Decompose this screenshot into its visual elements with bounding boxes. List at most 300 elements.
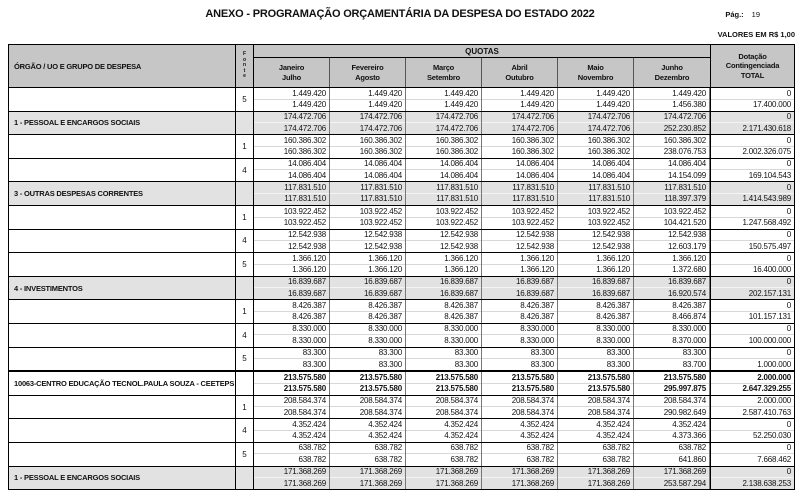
quota-value-top: 208.584.374 <box>634 396 709 407</box>
month-top: Maio <box>587 63 604 72</box>
month-bottom: Agosto <box>355 72 380 82</box>
month-value-cell <box>406 467 482 490</box>
month-value-cell <box>330 230 406 253</box>
quota-value-top: 83.300 <box>634 348 709 359</box>
quota-value-bottom: 12.542.938 <box>439 241 478 251</box>
month-value-cell <box>558 159 634 182</box>
quota-value-bottom: 638.782 <box>602 454 630 464</box>
quota-value-top: 14.086.404 <box>558 159 633 170</box>
quota-value-bottom: 83.300 <box>454 359 478 369</box>
quota-value-bottom: 290.982.649 <box>663 407 706 417</box>
quota-value-top: 638.782 <box>558 443 633 454</box>
quota-value-top: 213.575.580 <box>330 373 405 384</box>
month-top: Janeiro <box>278 63 305 72</box>
month-header <box>406 58 482 87</box>
table-row <box>9 252 794 276</box>
month-value-cell <box>482 206 558 229</box>
quota-value-bottom: 12.542.938 <box>515 241 554 251</box>
quota-value-top: 117.831.510 <box>634 183 709 194</box>
month-header <box>330 58 406 87</box>
fonte-cell: 4 <box>236 230 254 253</box>
quota-value-top: 83.300 <box>558 348 633 359</box>
dotacao-value: 0 <box>711 467 794 478</box>
month-value-cell <box>634 277 710 300</box>
quota-value-bottom: 160.386.302 <box>359 147 402 157</box>
row-label <box>9 348 236 371</box>
month-value-cell <box>406 372 482 395</box>
quota-value-bottom: 104.421.520 <box>663 218 706 228</box>
quota-value-top: 8.426.387 <box>254 301 329 312</box>
quota-value-bottom: 8.330.000 <box>292 336 326 345</box>
quota-value-bottom: 638.782 <box>526 454 554 464</box>
total-cell <box>710 206 794 229</box>
quota-value-bottom: 4.352.424 <box>520 431 554 441</box>
table-row <box>9 347 794 371</box>
row-label <box>9 206 236 229</box>
month-value-cell <box>482 112 558 135</box>
total-value: 100.000.000 <box>748 336 791 345</box>
month-top: Abril <box>511 63 528 72</box>
quota-value-bottom: 171.368.269 <box>587 478 630 488</box>
quota-value-bottom: 253.587.294 <box>663 478 706 488</box>
total-value: 169.104.543 <box>748 170 791 180</box>
quota-value-bottom: 238.076.753 <box>663 147 706 157</box>
quota-value-bottom: 208.584.374 <box>435 407 478 417</box>
total-value: 7.668.462 <box>757 454 791 464</box>
quota-value-top: 638.782 <box>254 443 329 454</box>
month-value-cell <box>558 253 634 276</box>
quota-value-top: 174.472.706 <box>482 112 557 123</box>
quota-value-top: 8.426.387 <box>482 301 557 312</box>
fonte-cell: 5 <box>236 348 254 371</box>
quota-value-top: 14.086.404 <box>406 159 481 170</box>
total-value: 202.157.131 <box>748 288 791 298</box>
total-cell <box>710 182 794 205</box>
dotacao-value: 0 <box>711 324 794 335</box>
quota-value-bottom: 174.472.706 <box>587 123 630 133</box>
row-label <box>9 443 236 466</box>
month-value-cell <box>634 443 710 466</box>
table-row <box>9 323 794 347</box>
dotacao-header-line2: Contingenciada <box>725 61 780 71</box>
quota-value-top: 1.449.420 <box>254 89 329 100</box>
month-value-cell <box>482 348 558 371</box>
quota-value-top: 12.542.938 <box>406 230 481 241</box>
quota-value-bottom: 4.352.424 <box>596 431 630 441</box>
quota-value-bottom: 103.922.452 <box>587 218 630 228</box>
month-value-cell <box>330 135 406 158</box>
dotacao-value: 0 <box>711 230 794 241</box>
quota-value-bottom: 83.300 <box>302 359 326 369</box>
quota-value-top: 83.300 <box>254 348 329 359</box>
month-value-cell <box>254 253 330 276</box>
quota-value-bottom: 8.330.000 <box>520 336 554 345</box>
quota-value-top: 174.472.706 <box>558 112 633 123</box>
month-value-cell <box>330 324 406 347</box>
month-value-cell <box>634 396 710 419</box>
month-value-cell <box>558 112 634 135</box>
quota-value-bottom: 252.230.852 <box>663 123 706 133</box>
month-value-cell <box>330 253 406 276</box>
total-value: 150.575.497 <box>748 241 791 251</box>
quota-value-top: 638.782 <box>406 443 481 454</box>
month-value-cell <box>558 467 634 490</box>
total-cell <box>710 230 794 253</box>
quota-value-bottom: 8.426.387 <box>292 312 326 322</box>
quota-value-bottom: 1.449.420 <box>520 100 554 110</box>
table-row <box>9 229 794 253</box>
quota-value-bottom: 14.086.404 <box>439 170 478 180</box>
quota-value-bottom: 4.352.424 <box>444 431 478 441</box>
quota-value-top: 8.426.387 <box>634 301 709 312</box>
month-value-cell <box>254 135 330 158</box>
dotacao-value: 0 <box>711 443 794 454</box>
month-value-cell <box>558 277 634 300</box>
total-value: 17.400.000 <box>752 100 791 110</box>
month-value-cell <box>254 467 330 490</box>
quota-value-bottom: 14.086.404 <box>287 170 326 180</box>
month-value-cell <box>406 396 482 419</box>
month-value-cell <box>406 230 482 253</box>
quota-value-bottom: 117.831.510 <box>436 194 478 204</box>
month-value-cell <box>558 300 634 323</box>
month-value-cell <box>254 206 330 229</box>
month-value-cell <box>634 300 710 323</box>
quota-value-top: 174.472.706 <box>634 112 709 123</box>
quota-value-bottom: 641.860 <box>678 454 706 464</box>
month-value-cell <box>634 230 710 253</box>
month-value-cell <box>634 159 710 182</box>
quota-value-top: 8.330.000 <box>406 324 481 335</box>
month-value-cell <box>406 135 482 158</box>
quota-value-bottom: 1.372.680 <box>672 265 706 275</box>
quota-value-top: 160.386.302 <box>406 136 481 147</box>
row-label <box>9 396 236 419</box>
total-cell <box>710 443 794 466</box>
quota-value-top: 213.575.580 <box>558 373 633 384</box>
quota-value-top: 171.368.269 <box>254 467 329 478</box>
quota-value-bottom: 12.542.938 <box>363 241 402 251</box>
row-label <box>9 135 236 158</box>
quota-value-bottom: 174.472.706 <box>283 123 326 133</box>
month-value-cell <box>330 277 406 300</box>
month-value-cell <box>330 419 406 442</box>
month-value-cell <box>254 88 330 111</box>
quota-value-top: 213.575.580 <box>634 373 709 384</box>
month-value-cell <box>254 300 330 323</box>
quota-value-bottom: 12.603.179 <box>667 241 706 251</box>
quota-value-top: 1.449.420 <box>482 89 557 100</box>
month-value-cell <box>634 467 710 490</box>
month-value-cell <box>482 230 558 253</box>
month-value-cell <box>482 396 558 419</box>
dotacao-value: 0 <box>711 136 794 147</box>
month-value-cell <box>330 112 406 135</box>
quota-value-top: 1.449.420 <box>406 89 481 100</box>
month-value-cell <box>254 443 330 466</box>
month-value-cell <box>558 88 634 111</box>
quota-value-top: 160.386.302 <box>634 136 709 147</box>
quota-value-top: 1.366.120 <box>482 254 557 265</box>
month-value-cell <box>330 88 406 111</box>
quota-value-bottom: 171.368.269 <box>511 478 554 488</box>
quota-value-top: 117.831.510 <box>254 183 329 194</box>
month-top: Junho <box>661 63 683 72</box>
quota-value-bottom: 8.426.387 <box>520 312 554 322</box>
total-cell <box>710 467 794 490</box>
quota-value-bottom: 171.368.269 <box>359 478 402 488</box>
month-header <box>254 58 330 87</box>
quota-value-top: 117.831.510 <box>558 183 633 194</box>
row-label <box>9 324 236 347</box>
quota-value-bottom: 295.997.875 <box>663 384 706 394</box>
month-value-cell <box>406 300 482 323</box>
month-value-cell <box>254 348 330 371</box>
month-value-cell <box>406 159 482 182</box>
quota-value-top: 14.086.404 <box>482 159 557 170</box>
month-value-cell <box>482 467 558 490</box>
month-value-cell <box>558 206 634 229</box>
quota-value-bottom: 638.782 <box>374 454 402 464</box>
quota-value-top: 4.352.424 <box>558 420 633 431</box>
dotacao-value: 0 <box>711 159 794 170</box>
total-cell <box>710 396 794 419</box>
dotacao-value: 0 <box>711 207 794 218</box>
month-value-cell <box>330 182 406 205</box>
row-label: 4 - INVESTIMENTOS <box>9 277 236 300</box>
month-value-cell <box>406 88 482 111</box>
quota-value-top: 1.366.120 <box>558 254 633 265</box>
month-value-cell <box>558 396 634 419</box>
page-header <box>0 0 800 44</box>
month-bottom: Novembro <box>577 72 614 82</box>
month-value-cell <box>634 206 710 229</box>
dotacao-value: 0 <box>711 301 794 312</box>
quota-value-bottom: 208.584.374 <box>283 407 326 417</box>
quota-value-bottom: 208.584.374 <box>359 407 402 417</box>
quota-value-top: 117.831.510 <box>482 183 557 194</box>
total-value: 16.400.000 <box>752 265 791 275</box>
row-label: 3 - OUTRAS DESPESAS CORRENTES <box>9 182 236 205</box>
fonte-cell: 5 <box>236 443 254 466</box>
table-row <box>9 276 794 300</box>
total-cell <box>710 419 794 442</box>
quota-value-top: 103.922.452 <box>634 207 709 218</box>
month-value-cell <box>406 206 482 229</box>
quota-value-top: 14.086.404 <box>634 159 709 170</box>
month-value-cell <box>254 372 330 395</box>
fonte-cell: 4 <box>236 419 254 442</box>
quota-value-top: 12.542.938 <box>482 230 557 241</box>
quota-value-bottom: 16.839.687 <box>287 288 326 298</box>
quota-value-top: 1.449.420 <box>330 89 405 100</box>
month-value-cell <box>634 324 710 347</box>
quota-value-bottom: 12.542.938 <box>287 241 326 251</box>
total-cell <box>710 112 794 135</box>
quota-value-top: 117.831.510 <box>330 183 405 194</box>
quota-value-top: 16.839.687 <box>406 277 481 288</box>
quota-value-top: 174.472.706 <box>406 112 481 123</box>
quota-value-bottom: 638.782 <box>298 454 326 464</box>
month-value-cell <box>330 467 406 490</box>
fonte-cell: 1 <box>236 135 254 158</box>
dotacao-value: 2.000.000 <box>711 396 794 407</box>
quota-value-top: 8.426.387 <box>558 301 633 312</box>
quota-value-bottom: 83.300 <box>378 359 402 369</box>
quota-value-bottom: 160.386.302 <box>283 147 326 157</box>
table-header <box>9 45 794 88</box>
dotacao-value: 0 <box>711 183 794 194</box>
quota-value-top: 208.584.374 <box>254 396 329 407</box>
quota-value-bottom: 14.086.404 <box>363 170 402 180</box>
quota-value-bottom: 171.368.269 <box>435 478 478 488</box>
quota-value-bottom: 8.330.000 <box>444 336 478 345</box>
quota-value-bottom: 117.831.510 <box>360 194 402 204</box>
quota-value-top: 4.352.424 <box>482 420 557 431</box>
row-label <box>9 253 236 276</box>
month-value-cell <box>330 300 406 323</box>
month-top: Março <box>432 63 455 72</box>
total-value: 2.647.329.255 <box>742 384 791 394</box>
table-row <box>9 111 794 135</box>
quota-value-bottom: 16.839.687 <box>439 288 478 298</box>
month-value-cell <box>330 206 406 229</box>
currency-note: VALORES EM R$ 1,00 <box>717 30 795 39</box>
quota-value-bottom: 213.575.580 <box>587 384 630 394</box>
quota-value-bottom: 160.386.302 <box>587 147 630 157</box>
total-cell <box>710 348 794 371</box>
quota-value-top: 638.782 <box>634 443 709 454</box>
month-value-cell <box>482 443 558 466</box>
dotacao-value: 0 <box>711 420 794 431</box>
quota-value-bottom: 1.449.420 <box>596 100 630 110</box>
quota-value-top: 208.584.374 <box>482 396 557 407</box>
quota-value-bottom: 103.922.452 <box>435 218 478 228</box>
fonte-cell <box>236 112 254 135</box>
fonte-cell <box>236 182 254 205</box>
month-value-cell <box>634 88 710 111</box>
month-value-cell <box>254 159 330 182</box>
month-value-cell <box>634 253 710 276</box>
quota-value-top: 8.330.000 <box>482 324 557 335</box>
month-value-cell <box>482 182 558 205</box>
month-header <box>634 58 710 87</box>
month-value-cell <box>558 230 634 253</box>
quota-value-bottom: 1.449.420 <box>444 100 478 110</box>
fonte-cell: 5 <box>236 253 254 276</box>
quota-value-bottom: 83.300 <box>530 359 554 369</box>
quota-value-top: 103.922.452 <box>482 207 557 218</box>
quota-value-bottom: 213.575.580 <box>435 384 478 394</box>
month-value-cell <box>482 372 558 395</box>
quota-value-bottom: 83.700 <box>682 359 706 369</box>
quota-value-bottom: 8.426.387 <box>368 312 402 322</box>
fonte-cell <box>236 372 254 395</box>
quota-value-bottom: 103.922.452 <box>359 218 402 228</box>
row-label <box>9 88 236 111</box>
quota-value-top: 83.300 <box>406 348 481 359</box>
total-cell <box>710 135 794 158</box>
month-bottom: Outubro <box>505 72 534 82</box>
quota-value-bottom: 4.352.424 <box>292 431 326 441</box>
quota-value-top: 103.922.452 <box>406 207 481 218</box>
quota-value-top: 103.922.452 <box>330 207 405 218</box>
month-value-cell <box>406 253 482 276</box>
quota-value-bottom: 160.386.302 <box>511 147 554 157</box>
quota-value-bottom: 213.575.580 <box>283 384 326 394</box>
month-value-cell <box>254 182 330 205</box>
column-header-quotas: QUOTAS <box>254 45 710 58</box>
quota-value-top: 208.584.374 <box>406 396 481 407</box>
dotacao-value: 0 <box>711 348 794 359</box>
quota-value-top: 16.839.687 <box>634 277 709 288</box>
quota-value-top: 8.426.387 <box>406 301 481 312</box>
total-cell <box>710 372 794 395</box>
quota-value-bottom: 208.584.374 <box>511 407 554 417</box>
month-value-cell <box>634 348 710 371</box>
month-bottom: Setembro <box>427 72 460 82</box>
quota-value-top: 171.368.269 <box>634 467 709 478</box>
month-value-cell <box>482 159 558 182</box>
total-cell <box>710 88 794 111</box>
total-value: 2.171.430.618 <box>742 123 791 133</box>
table-row <box>9 418 794 442</box>
quota-value-top: 160.386.302 <box>254 136 329 147</box>
quota-value-top: 160.386.302 <box>330 136 405 147</box>
month-value-cell <box>330 396 406 419</box>
row-label <box>9 300 236 323</box>
total-value: 1.000.000 <box>757 359 791 369</box>
fonte-cell: 1 <box>236 300 254 323</box>
table-row <box>9 395 794 419</box>
month-value-cell <box>330 443 406 466</box>
month-value-cell <box>482 88 558 111</box>
dotacao-header-line1: Dotação <box>738 51 767 61</box>
fonte-cell: 1 <box>236 396 254 419</box>
month-value-cell <box>634 372 710 395</box>
row-label: 10063-CENTRO EDUCAÇÃO TECNOL.PAULA SOUZA - CEETEPS <box>9 372 236 395</box>
quota-value-top: 208.584.374 <box>330 396 405 407</box>
month-value-cell <box>254 112 330 135</box>
quota-value-bottom: 8.370.000 <box>672 336 706 345</box>
month-value-cell <box>558 182 634 205</box>
quota-value-top: 174.472.706 <box>330 112 405 123</box>
table-row <box>9 181 794 205</box>
quota-value-top: 12.542.938 <box>634 230 709 241</box>
total-cell <box>710 300 794 323</box>
quota-value-top: 14.086.404 <box>330 159 405 170</box>
quota-value-bottom: 16.920.574 <box>667 288 706 298</box>
quota-value-bottom: 208.584.374 <box>587 407 630 417</box>
total-value: 52.250.030 <box>752 431 791 441</box>
quota-value-top: 174.472.706 <box>254 112 329 123</box>
dotacao-value: 2.000.000 <box>711 373 794 384</box>
dotacao-header-line3: TOTAL <box>740 70 765 80</box>
total-value: 2.002.326.075 <box>742 147 791 157</box>
month-value-cell <box>482 135 558 158</box>
quota-value-top: 160.386.302 <box>558 136 633 147</box>
fonte-cell <box>236 277 254 300</box>
quota-value-top: 213.575.580 <box>406 373 481 384</box>
month-headers <box>254 58 710 87</box>
quota-value-bottom: 1.366.120 <box>444 265 478 275</box>
quota-value-top: 171.368.269 <box>330 467 405 478</box>
month-value-cell <box>254 324 330 347</box>
row-label <box>9 230 236 253</box>
table-body <box>9 88 794 489</box>
month-header <box>482 58 558 87</box>
quota-value-top: 171.368.269 <box>406 467 481 478</box>
